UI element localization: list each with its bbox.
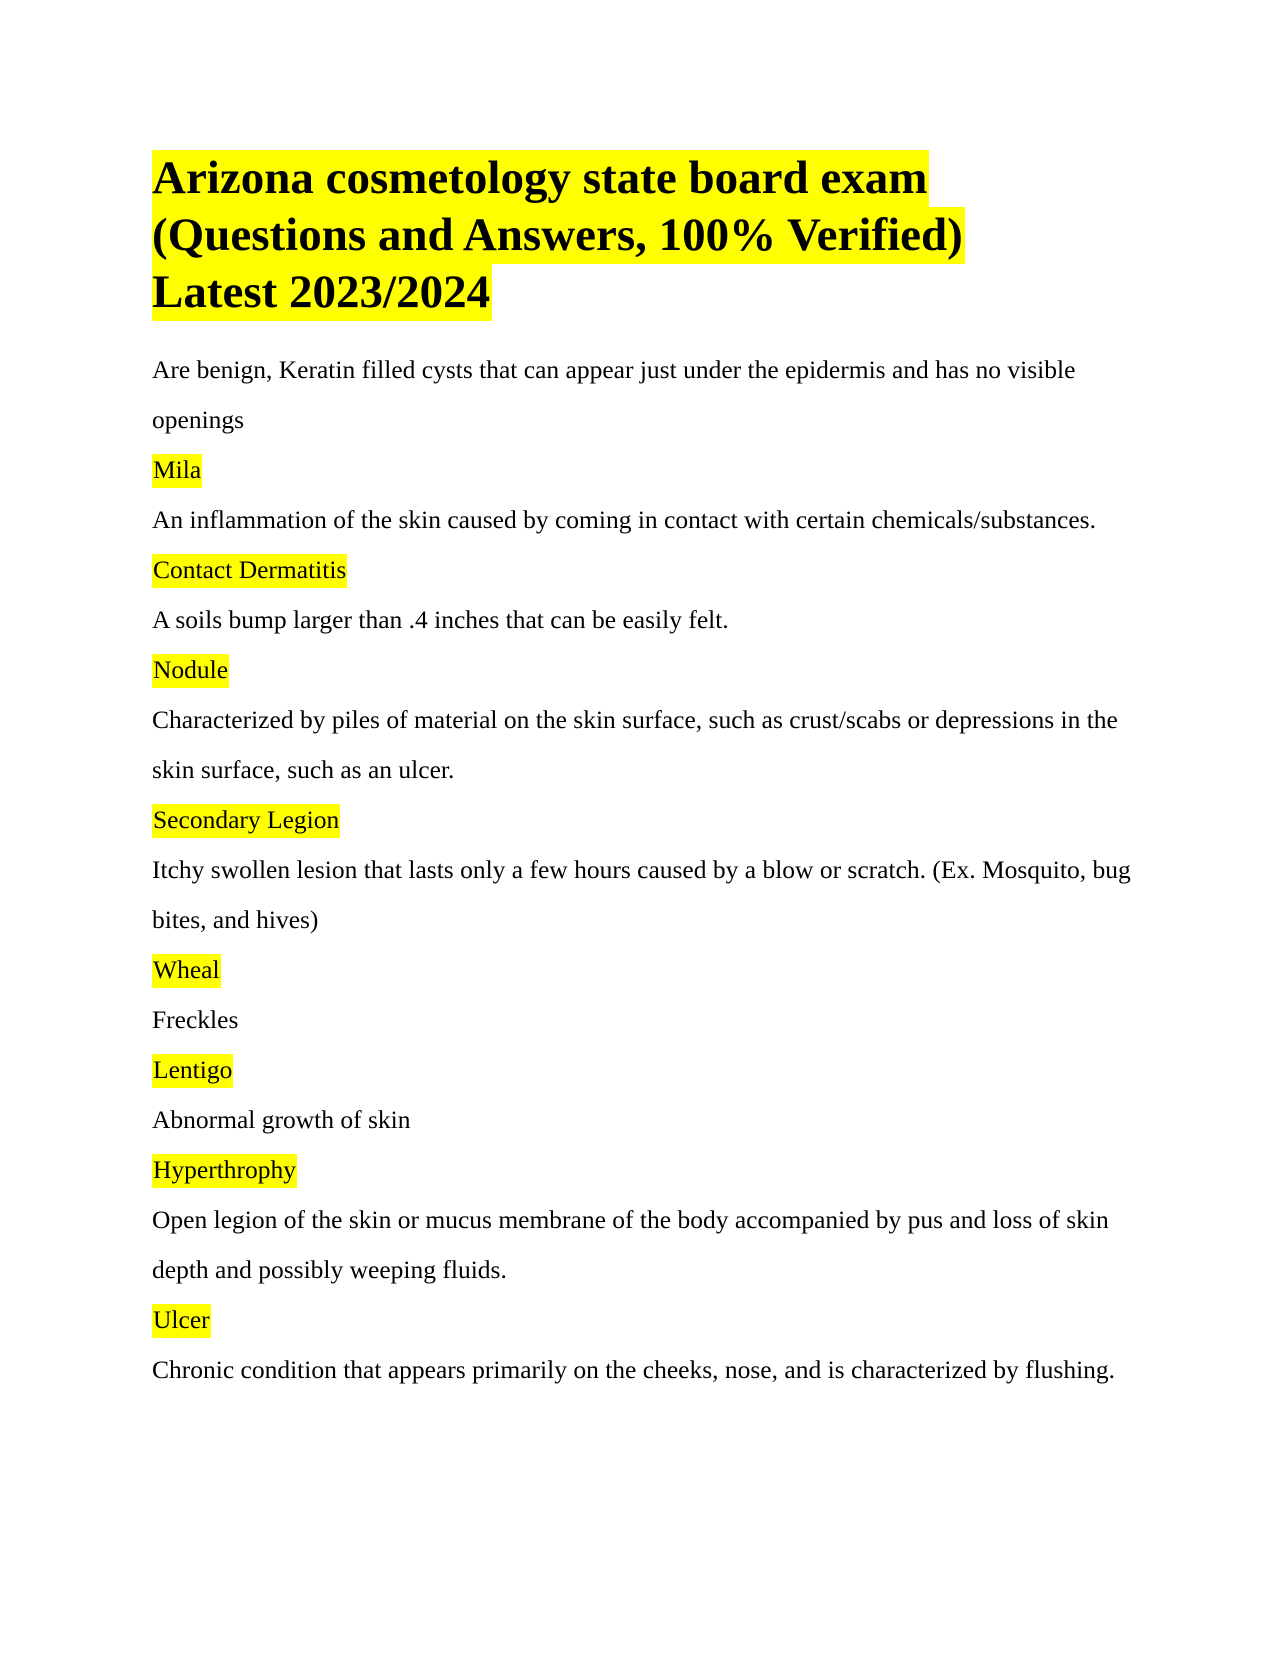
document-title <box>152 150 1142 321</box>
answer-text <box>152 1045 1142 1095</box>
question-text: A soils bump larger than .4 inches that can be easily felt. <box>152 605 729 634</box>
question-text: Chronic condition that appears primarily on the cheeks, nose, and is characterized by flushing. <box>152 1355 1116 1384</box>
answer-highlight: Wheal <box>152 954 221 988</box>
question-text: Itchy swollen lesion that lasts only a few hours caused by a blow or scratch. (Ex. Mosquito, bug bites, and hives) <box>152 855 1131 934</box>
answer-highlight: Lentigo <box>152 1054 233 1088</box>
answer-text <box>152 1145 1142 1195</box>
answer-highlight: Ulcer <box>152 1304 211 1338</box>
title-line-2: (Questions and Answers, 100% Verified) <box>152 207 965 264</box>
answer-text <box>152 545 1142 595</box>
answer-highlight: Nodule <box>152 654 229 688</box>
answer-highlight: Contact Dermatitis <box>152 554 347 588</box>
answer-text <box>152 795 1142 845</box>
question-text: Freckles <box>152 1005 239 1034</box>
question-text: Open legion of the skin or mucus membrane of the body accompanied by pus and loss of skin depth and possibly weeping fluids. <box>152 1205 1109 1284</box>
question-text: Are benign, Keratin filled cysts that can appear just under the epidermis and has no visible openings <box>152 355 1076 434</box>
title-line-1: Arizona cosmetology state board exam <box>152 150 929 207</box>
title-line-3: Latest 2023/2024 <box>152 264 492 321</box>
answer-text <box>152 945 1142 995</box>
question-text: Abnormal growth of skin <box>152 1105 411 1134</box>
question-text: An inflammation of the skin caused by coming in contact with certain chemicals/substances. <box>152 505 1096 534</box>
qa-list <box>152 345 1142 1395</box>
answer-highlight: Hyperthrophy <box>152 1154 297 1188</box>
answer-highlight: Mila <box>152 454 202 488</box>
answer-text <box>152 1295 1142 1345</box>
answer-text <box>152 645 1142 695</box>
document-page <box>152 150 1142 1395</box>
answer-text <box>152 445 1142 495</box>
answer-highlight: Secondary Legion <box>152 804 340 838</box>
question-text: Characterized by piles of material on the skin surface, such as crust/scabs or depressions in the skin surface, such as an ulcer. <box>152 705 1118 784</box>
